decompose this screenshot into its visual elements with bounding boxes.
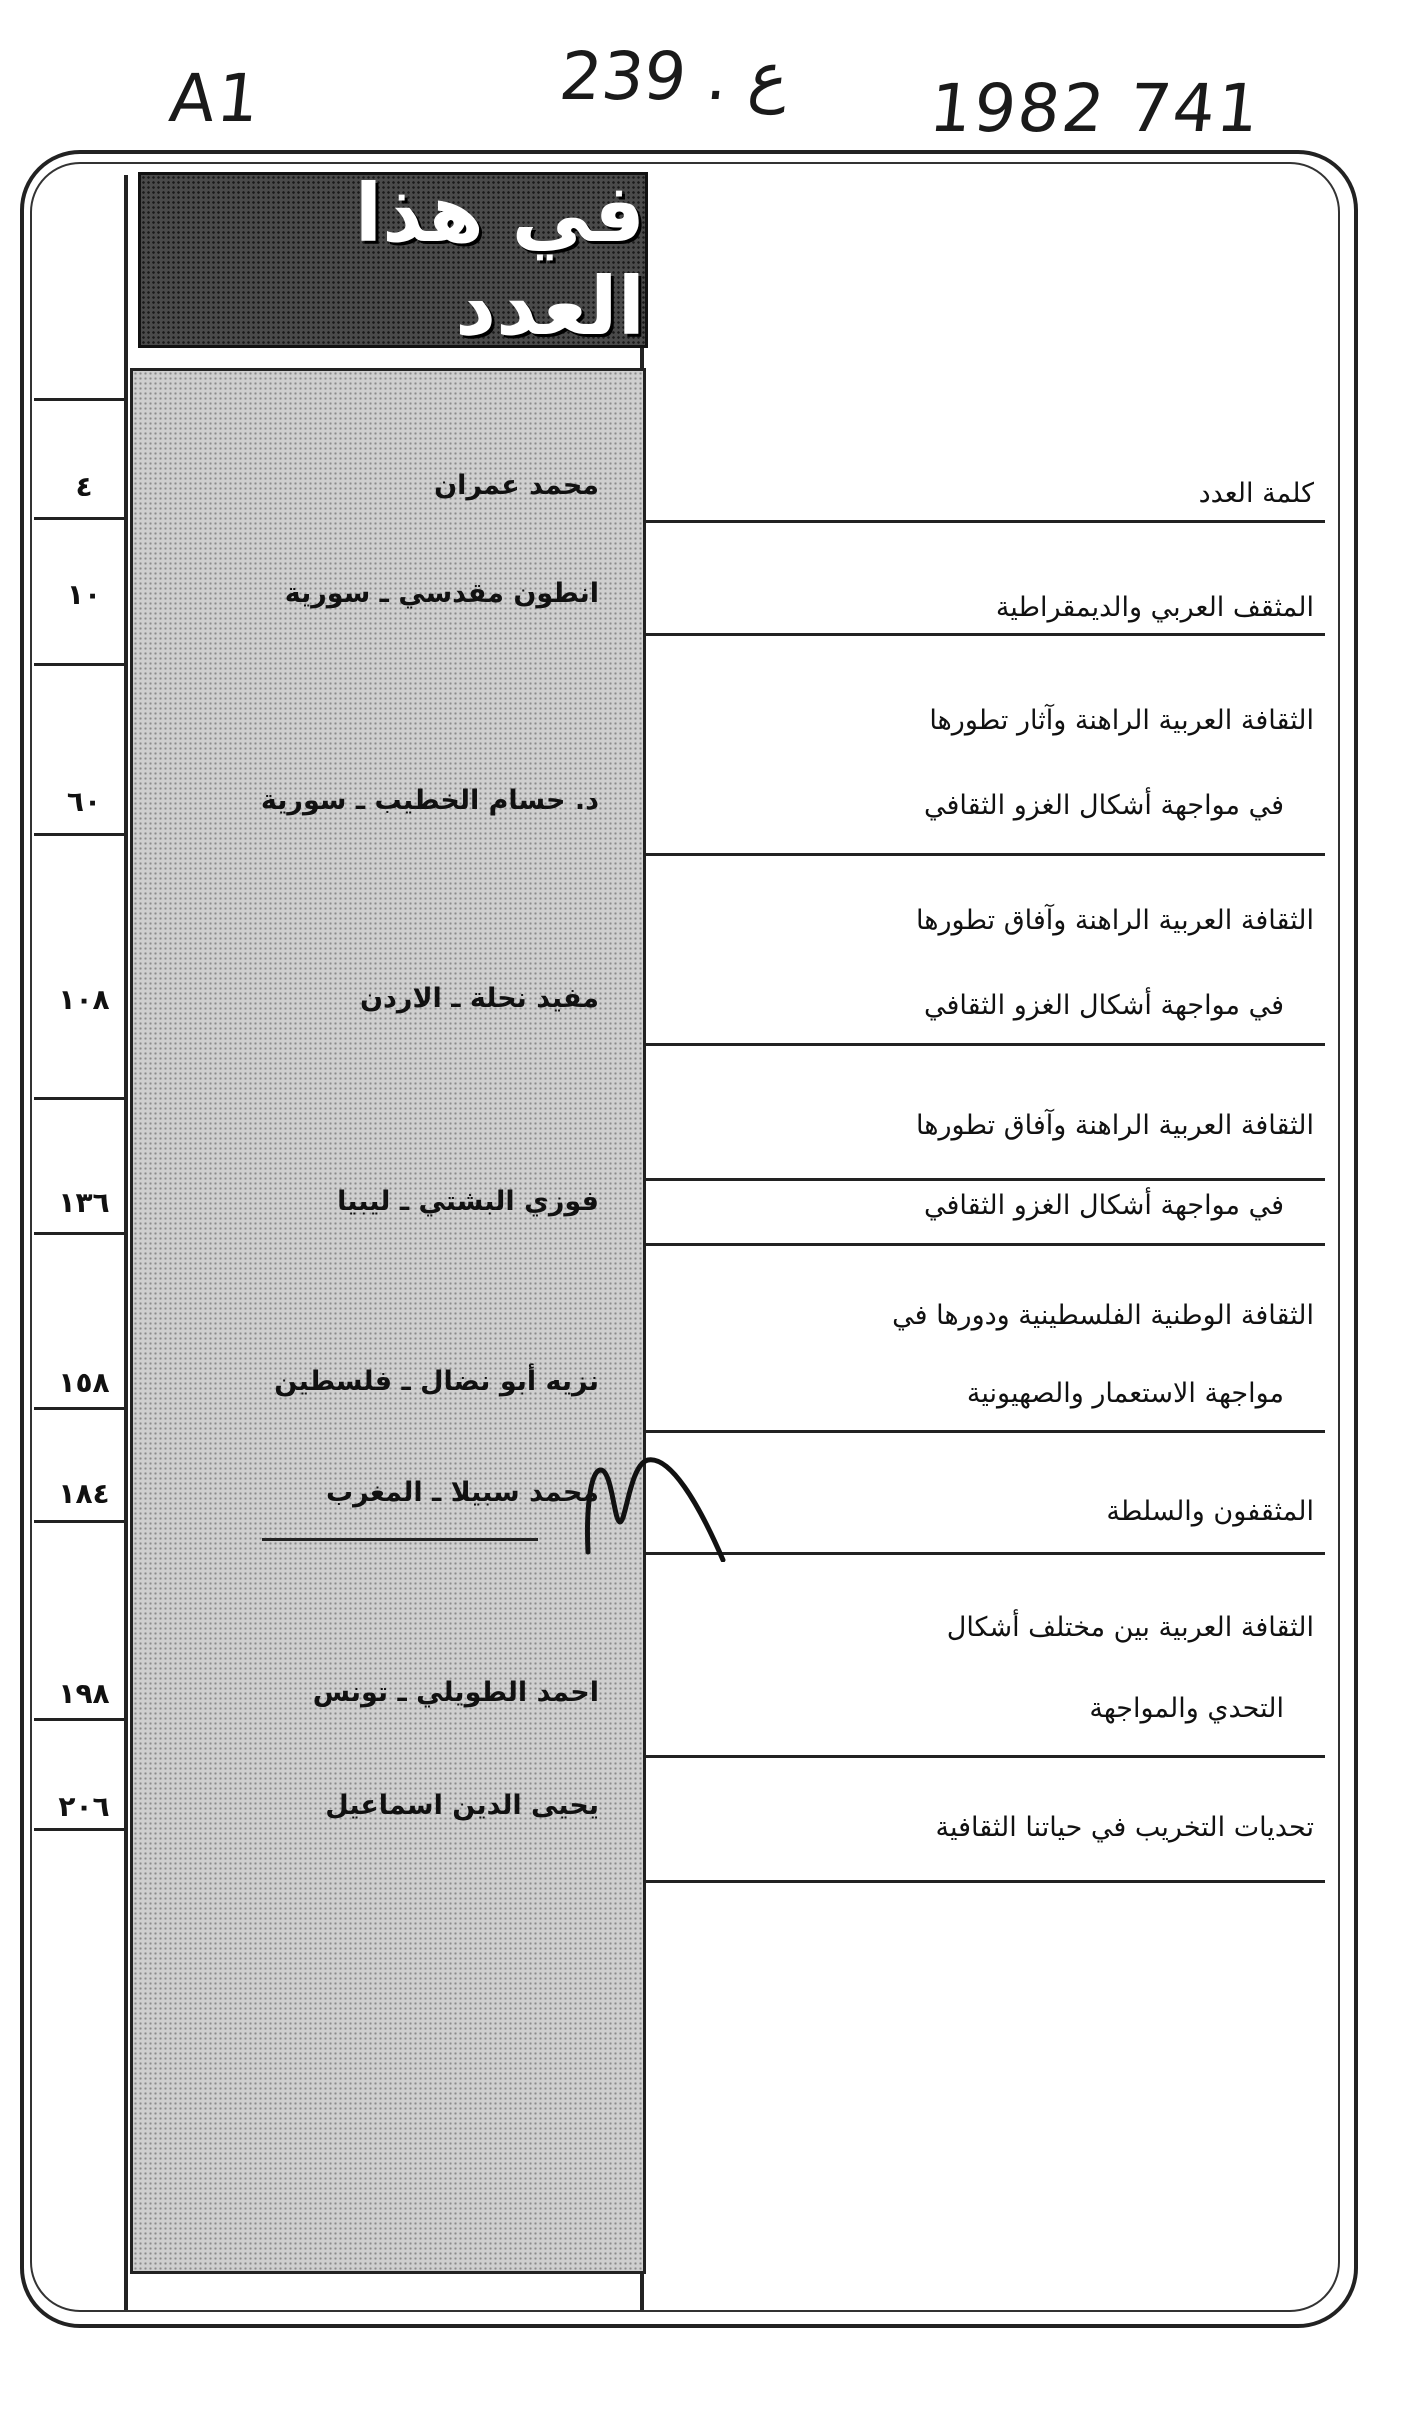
author-name: يحيى الدين اسماعيل — [325, 1790, 599, 1821]
page-number-separator — [34, 663, 126, 666]
author-name: احمد الطويلي ـ تونس — [312, 1677, 599, 1708]
article-title-line: التحدي والمواجهة — [1089, 1693, 1284, 1724]
author-underline — [262, 1538, 538, 1541]
article-title-line: الثقافة العربية بين مختلف أشكال — [946, 1612, 1314, 1643]
title-separator — [645, 1178, 1325, 1181]
page-number: ١٠ — [66, 578, 102, 611]
author-name: مفيد نحلة ـ الاردن — [360, 983, 599, 1014]
page-number: ١٨٤ — [58, 1477, 110, 1510]
title-separator — [645, 520, 1325, 523]
page-number: ١٩٨ — [58, 1677, 110, 1710]
page-number: ٦٠ — [66, 785, 102, 818]
article-title-line: تحديات التخريب في حياتنا الثقافية — [935, 1812, 1314, 1843]
author-name: محمد عمران — [434, 470, 599, 501]
page-number-separator — [34, 517, 126, 520]
page-number-separator — [34, 1097, 126, 1100]
author-name: د. حسام الخطيب ـ سورية — [260, 785, 599, 816]
page-number-separator — [34, 1520, 126, 1523]
page-number-separator — [34, 1828, 126, 1831]
article-title-line: الثقافة العربية الراهنة وآثار تطورها — [929, 705, 1314, 736]
page-number: ٤ — [75, 470, 93, 503]
page-number: ١٣٦ — [58, 1186, 110, 1219]
author-name: نزيه أبو نضال ـ فلسطين — [274, 1366, 599, 1397]
article-title-line: الثقافة العربية الراهنة وآفاق تطورها — [916, 1110, 1314, 1141]
page-number-separator — [34, 1407, 126, 1410]
article-title-line: مواجهة الاستعمار والصهيونية — [966, 1378, 1284, 1409]
title-separator — [645, 853, 1325, 856]
page-number-separator — [34, 1718, 126, 1721]
title-separator — [645, 633, 1325, 636]
article-title-line: في مواجهة أشكال الغزو الثقافي — [923, 990, 1284, 1021]
page-number: ٢٠٦ — [58, 1790, 110, 1823]
title-separator — [645, 1430, 1325, 1433]
authors-column-shade — [130, 368, 646, 2274]
title-separator — [645, 1755, 1325, 1758]
article-title-line: في مواجهة أشكال الغزو الثقافي — [923, 1190, 1284, 1221]
article-title-line: الثقافة الوطنية الفلسطينية ودورها في — [892, 1300, 1314, 1331]
article-title-line: المثقف العربي والديمقراطية — [995, 592, 1314, 623]
title-separator — [645, 1243, 1325, 1246]
title-separator — [645, 1552, 1325, 1555]
article-title-line: الثقافة العربية الراهنة وآفاق تطورها — [916, 905, 1314, 936]
page-number-separator — [34, 398, 126, 401]
contents-header-title: في هذا العدد — [354, 167, 645, 353]
contents-header-box — [138, 167, 648, 353]
page-number: ١٠٨ — [58, 983, 110, 1016]
title-separator — [645, 1880, 1325, 1883]
author-name: محمد سبيلا ـ المغرب — [325, 1477, 599, 1508]
handwritten-code-left: A1 — [165, 60, 266, 137]
page-number: ١٥٨ — [58, 1366, 110, 1399]
article-title-line: كلمة العدد — [1198, 478, 1314, 509]
page-number-separator — [34, 833, 126, 836]
handwritten-mark — [578, 1452, 728, 1562]
article-title-line: المثقفون والسلطة — [1106, 1496, 1314, 1527]
page-number-column-divider — [124, 175, 128, 2310]
page-number-separator — [34, 1232, 126, 1235]
author-name: انطون مقدسي ـ سورية — [284, 578, 599, 609]
author-name: فوزي البشتي ـ ليبيا — [337, 1186, 599, 1217]
handwritten-code-middle: 239 . ع — [555, 38, 793, 115]
handwritten-code-right: 1982 741 — [925, 70, 1265, 147]
title-separator — [645, 1043, 1325, 1046]
article-title-line: في مواجهة أشكال الغزو الثقافي — [923, 790, 1284, 821]
